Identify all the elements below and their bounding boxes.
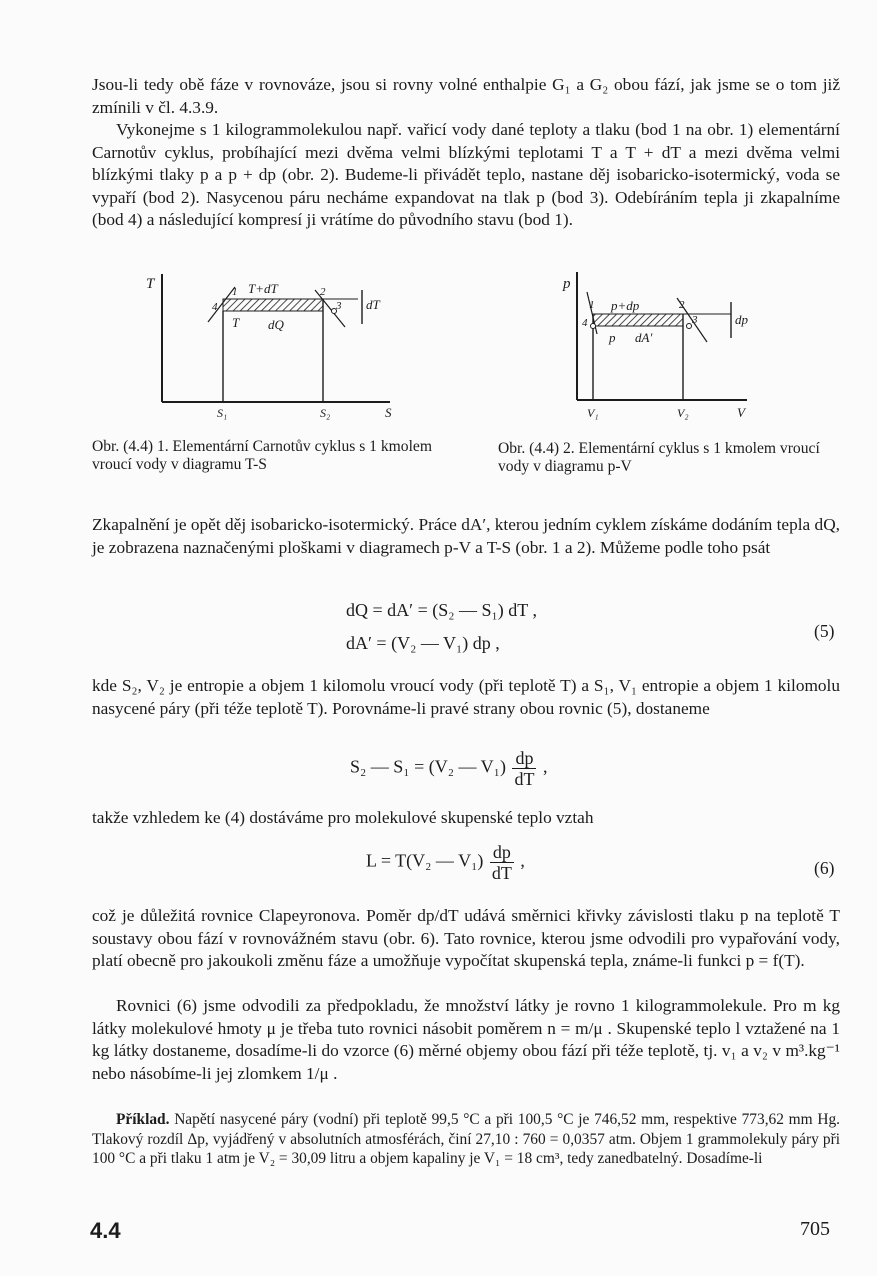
paragraph-4: kde S₂, V₂ je entropie a objem 1 kilomolu vroucí vody (při teplotě T) a S₁, V₁ entropie a objem 1 kilomolu nasycené páry (při téže teplotě T). Porovnáme-li pravé strany obou rovnic (5), dostaneme <box>92 676 840 718</box>
eq-mid-tail: , <box>542 756 548 777</box>
eq-mid-left: S₂ — S₁ = (V₂ — V₁) <box>350 756 506 777</box>
fig1-x-axis-label: S <box>385 405 392 420</box>
fig2-hatched-area <box>593 314 683 326</box>
eq6-denominator: dT <box>491 863 512 883</box>
fig1-x-tick-s1: S₁ <box>217 406 228 420</box>
fig1-point-1: 1 <box>232 286 238 298</box>
equation-5b: dA′ = (V₂ — V₁) dp , <box>346 633 500 653</box>
page-number: 705 <box>800 1218 830 1240</box>
paragraph-7: Rovnici (6) jsme odvodili za předpokladu, že množství látky je rovno 1 kilogrammolekule. Pro m kg látky molekulové hmoty μ je třeba tuto rovnici násobit poměrem n = m/μ . Skupenské teplo l vztažené na 1 kg látky dostaneme, dosadíme-li do vzorce (6) měrné objemy obou fází při téže teplotě, tj. v₁ a v₂ v m³.kg⁻¹ nebo násobíme-li jej zlomkem 1/μ . <box>92 996 840 1083</box>
fig1-point-4: 4 <box>212 301 218 313</box>
fig1-x-tick-s2: S₂ <box>320 406 331 420</box>
fig1-y-axis-label: T <box>146 276 155 292</box>
fig2-top-label: p+dp <box>611 298 640 313</box>
fig2-side-label: dp <box>735 312 748 327</box>
fig2-low-label: p <box>609 330 616 345</box>
equation-6 <box>366 842 525 883</box>
figure-1-caption: Obr. (4.4) 1. Elementární Carnotův cyklus s 1 kmolem vroucí vody v diagramu T-S <box>92 438 432 473</box>
equation-entropy-difference <box>350 748 547 789</box>
paragraph-3: Zkapalnění je opět děj isobaricko-isotermický. Práce dA′, kterou jedním cyklem získáme dodáním tepla dQ, je zobrazena naznačenými ploškami v diagramech p-V a T-S (obr. 1 a 2). Můžeme podle toho psát <box>92 515 840 557</box>
fig1-hatched-area <box>223 299 323 311</box>
example-block <box>92 1110 840 1169</box>
equation-5-number: (5) <box>814 621 835 641</box>
example-label: Příklad. <box>116 1111 170 1128</box>
fig1-point-2: 2 <box>320 286 326 298</box>
fig2-x-tick-v2: V₂ <box>677 406 689 420</box>
fig1-point-3: 3 <box>336 300 342 312</box>
figure-2-caption: Obr. (4.4) 2. Elementární cyklus s 1 kmolem vroucí vody v diagramu p-V <box>498 440 820 475</box>
fig2-x-axis-label: V <box>737 405 745 420</box>
fig1-top-label: T+dT <box>248 281 278 296</box>
eq-mid-numerator: dp <box>512 748 536 769</box>
fig2-area-label: dA′ <box>635 330 653 345</box>
fig2-point-4: 4 <box>582 317 588 329</box>
equation-5a: dQ = dA′ = (S₂ — S₁) dT , <box>346 600 537 620</box>
section-number: 4.4 <box>90 1218 121 1243</box>
fig2-point-2: 2 <box>679 299 685 311</box>
eq6-tail: , <box>520 850 525 871</box>
paragraph-intro <box>92 74 840 232</box>
equation-6-number: (6) <box>814 858 835 878</box>
paragraph-5: takže vzhledem ke (4) dostáváme pro molekulové skupenské teplo vztah <box>92 808 594 827</box>
figure-2-pv-diagram <box>555 262 765 422</box>
paragraph-2: Vykonejme s 1 kilogrammolekulou např. vařicí vody dané teploty a tlaku (bod 1 na obr. 1) elementární Carnotův cyklus, probíhající mezi dvěma velmi blízkými teplotami T a T + dT a mezi dvěma velmi blízkými tlaky p a p + dp (obr. 2). Budeme-li přivádět teplo, nastane děj isobaricko-isotermický, voda se vypaří (bod 2). Nasycenou páru necháme expandovat na tlak p (bod 3). Odebíráním tepla ji zkapalníme (bod 4) a následující kompresí ji vrátíme do původního stavu (bod 1). <box>92 120 840 229</box>
fig2-point-3: 3 <box>692 314 698 326</box>
fig1-side-label: dT <box>366 297 380 312</box>
paragraph-6: což je důležitá rovnice Clapeyronova. Poměr dp/dT udává směrnici křivky závislosti tlaku p na teplotě T soustavy obou fází v rovnovážném stavu (obr. 6). Tato rovnice, kterou jsme odvodili pro vypařování vody, platí obecně pro jakoukoli změnu fáze a umožňuje vypočítat skupenská tepla, známe-li funkci p = f(T). <box>92 906 840 970</box>
figure-1-ts-diagram <box>140 262 410 422</box>
fig2-x-tick-v1: V₁ <box>587 406 599 420</box>
fig1-area-label: dQ <box>268 317 284 332</box>
fig2-y-axis-label: p <box>563 276 571 292</box>
eq6-numerator: dp <box>490 842 514 863</box>
fig2-point-1: 1 <box>589 299 595 311</box>
eq6-left: L = T(V₂ — V₁) <box>366 850 484 871</box>
eq-mid-fraction <box>512 748 536 789</box>
fig1-low-label: T <box>232 315 240 330</box>
paragraph-1: Jsou-li tedy obě fáze v rovnováze, jsou si rovny volné enthalpie G₁ a G₂ obou fází, jak jsme se o tom již zmínili v čl. 4.3.9. <box>92 75 840 117</box>
eq-mid-denominator: dT <box>514 769 535 789</box>
eq6-fraction <box>490 842 514 883</box>
example-text: Napětí nasycené páry (vodní) při teplotě 99,5 °C a při 100,5 °C je 746,52 mm, respektive 773,62 mm Hg. Tlakový rozdíl Δp, vyjádřený v absolutních atmosférách, činí 27,10 : 760 = 0,0357 atm. Objem 1 grammolekuly páry při 100 °C a při tlaku 1 atm je V₂ = 30,09 litru a objem kapaliny je V₁ = 18 cm³, tedy zanedbatelný. Dosadíme-li <box>92 1111 840 1167</box>
